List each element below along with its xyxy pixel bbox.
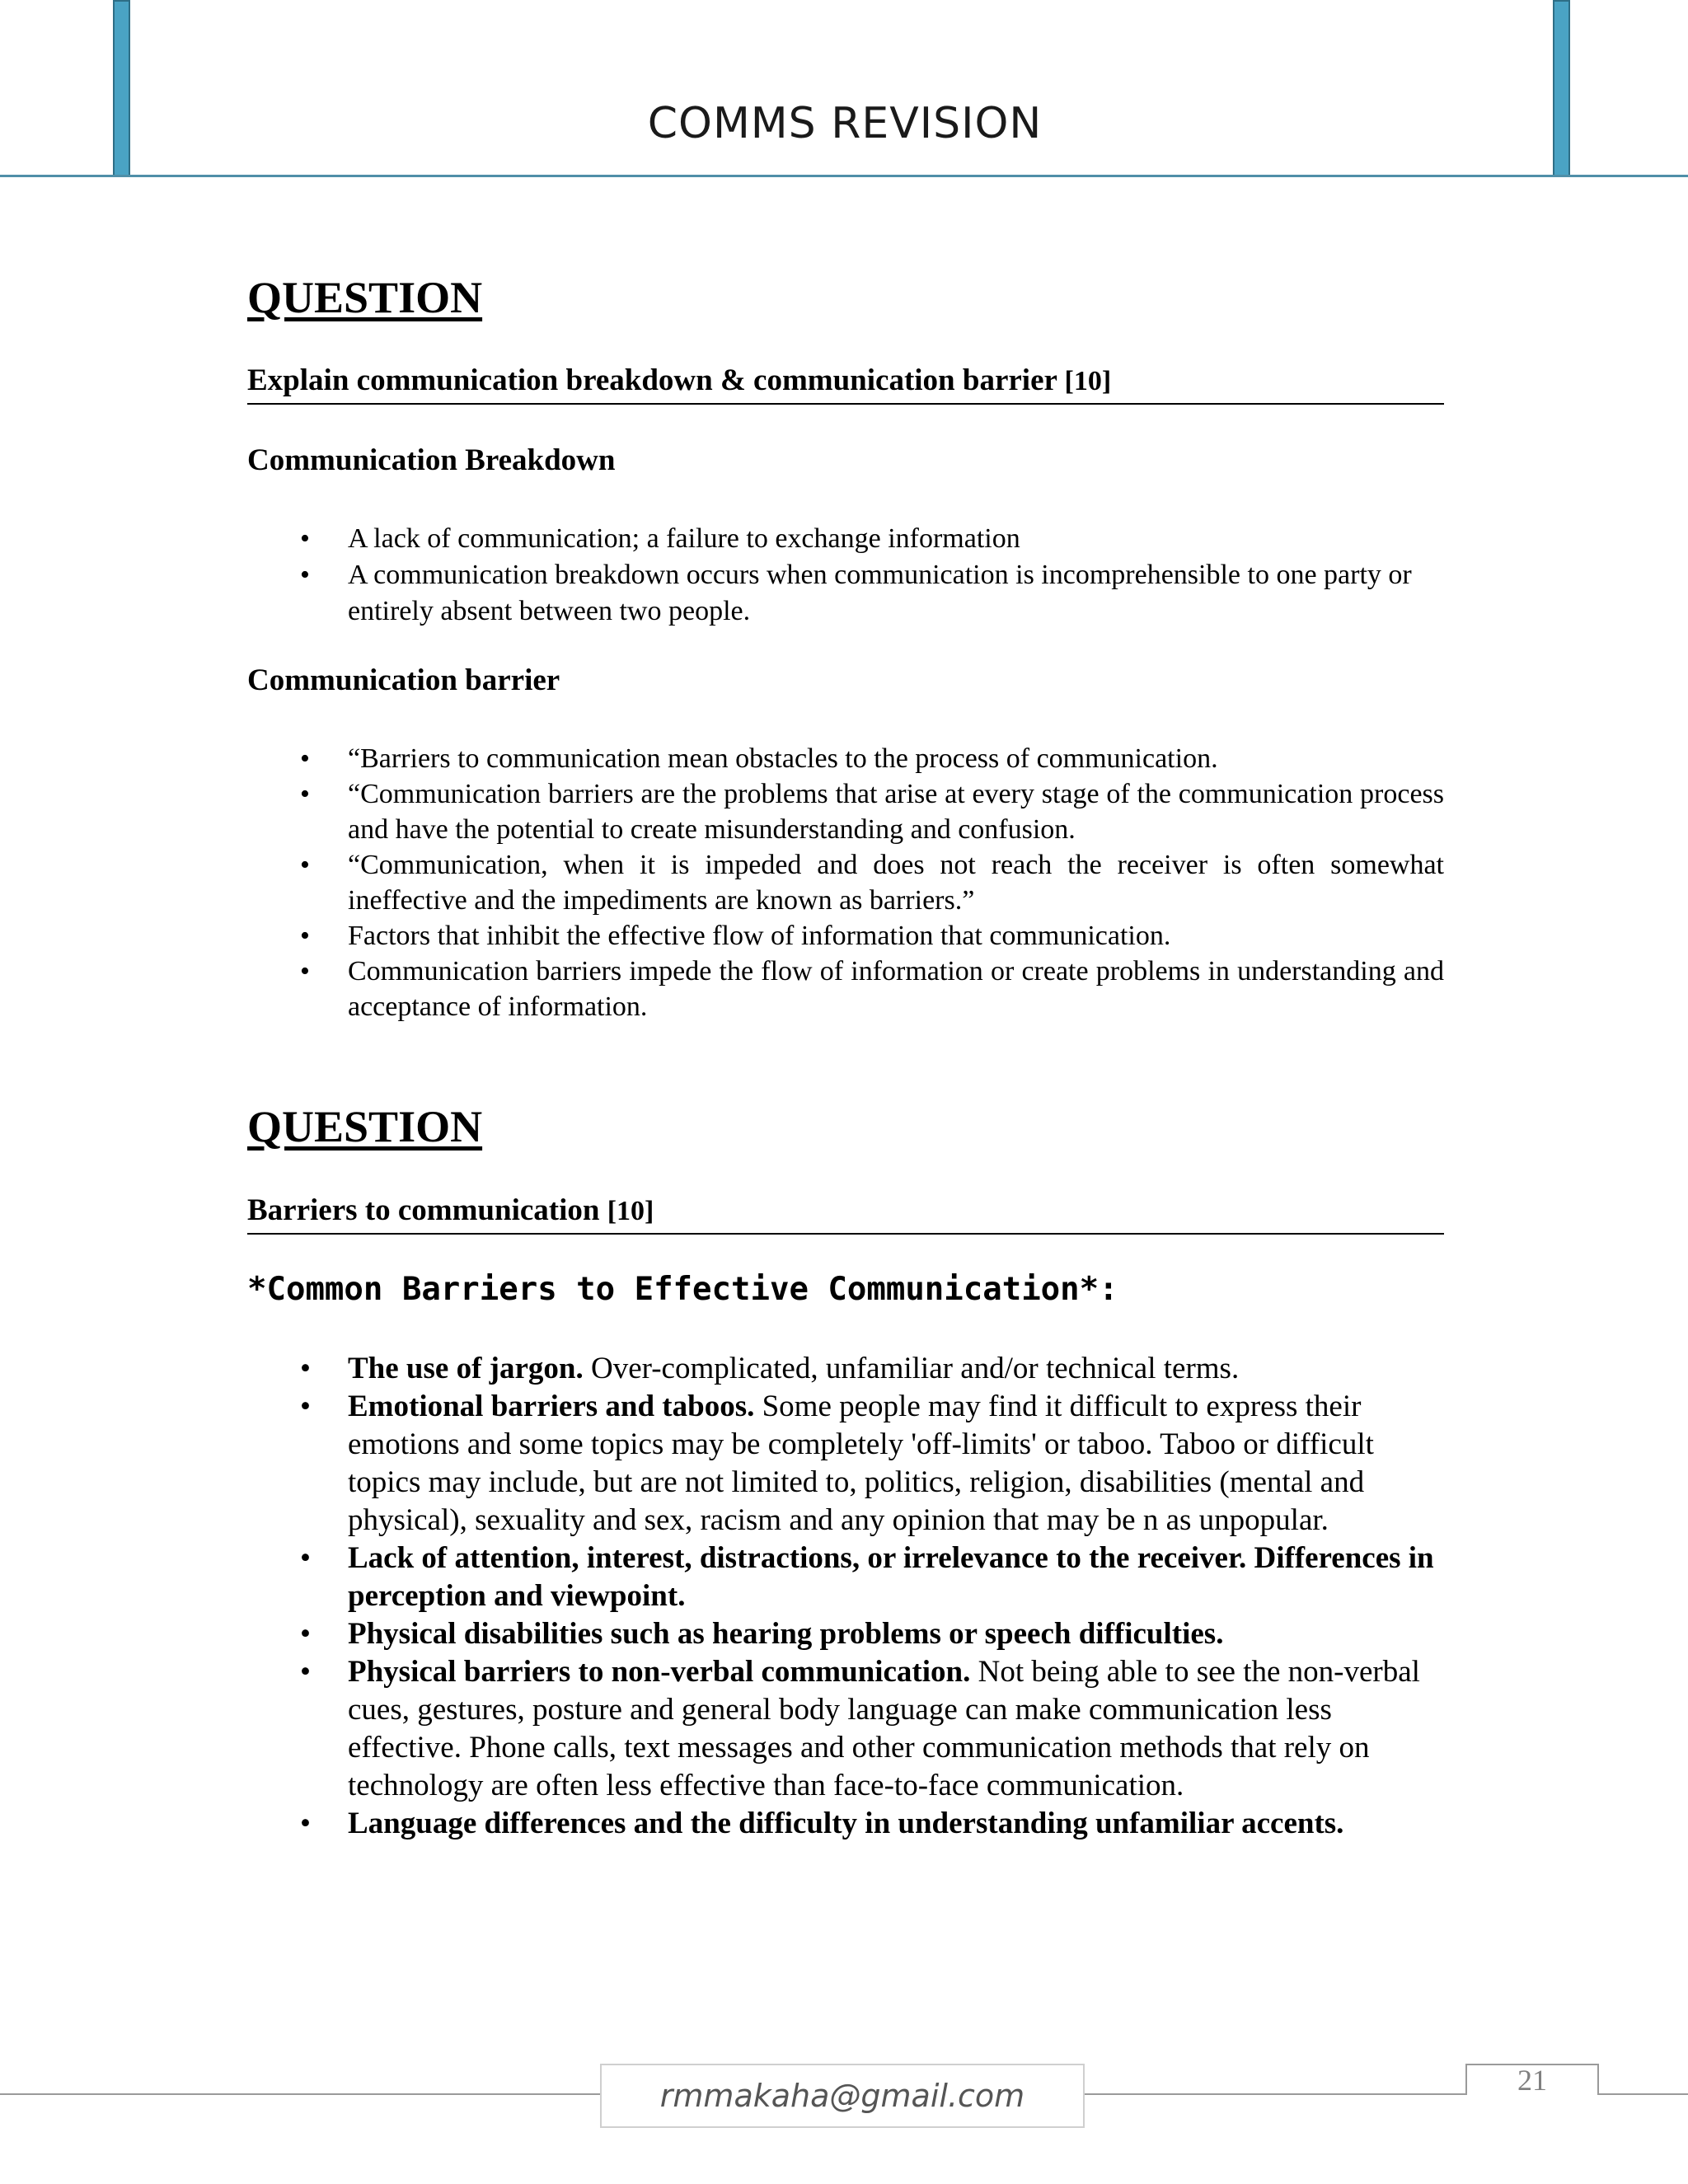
barrier-heading: Communication barrier xyxy=(247,663,560,697)
question-2-title xyxy=(247,1193,1444,1235)
item-text: Over-complicated, unfamiliar and/or technical terms. xyxy=(583,1352,1240,1385)
breakdown-list xyxy=(247,521,1444,630)
item-bold: Language differences and the difficulty in understanding unfamiliar accents. xyxy=(348,1807,1344,1840)
footer-rule-left xyxy=(0,2093,600,2095)
header-rule xyxy=(0,175,1688,177)
question-1-title-text: Explain communication breakdown & communication barrier xyxy=(247,363,1057,397)
list-item xyxy=(247,1805,1444,1843)
header-left-bar xyxy=(113,0,130,176)
page-number: 21 xyxy=(1465,2064,1599,2095)
item-bold: Emotional barriers and taboos. xyxy=(348,1390,755,1423)
item-bold: The use of jargon. xyxy=(348,1352,584,1385)
list-item: • A communication breakdown occurs when communication is incomprehensible to one party or entirely absent between two people. xyxy=(247,557,1444,630)
list-item: • “Communication, when it is impeded and does not reach the receiver is often somewhat ineffective and the impediments are known as barriers.” xyxy=(247,847,1444,918)
footer-email: rmmakaha@gmail.com xyxy=(600,2064,1085,2128)
question-1-marks: [10] xyxy=(1064,366,1112,396)
item-bold: Physical barriers to non-verbal communication. xyxy=(348,1655,971,1689)
common-barriers-list xyxy=(247,1350,1444,1843)
question-1-heading: QUESTION xyxy=(247,273,483,322)
item-bold: Physical disabilities such as hearing problems or speech difficulties. xyxy=(348,1617,1224,1651)
footer-rule-middle xyxy=(1085,2093,1467,2095)
header-right-bar xyxy=(1553,0,1570,176)
breakdown-heading: Communication Breakdown xyxy=(247,443,616,477)
list-item xyxy=(247,1653,1444,1805)
list-item xyxy=(247,1388,1444,1540)
list-item: • “Barriers to communication mean obstacles to the process of communication. xyxy=(247,741,1444,776)
item-bold: Lack of attention, interest, distractions, or irrelevance to the receiver. Differences in perception and viewpoint. xyxy=(348,1541,1434,1613)
list-item: • Factors that inhibit the effective flow of information that communication. xyxy=(247,918,1444,954)
common-barriers-heading: *Common Barriers to Effective Communication*: xyxy=(247,1271,1118,1308)
item-text: Not being able to see the non-verbal cues, gestures, posture and general body language can make communication less effective. Phone calls, text messages and other communication methods that rely on technology are often less effective than face-to-face communication. xyxy=(348,1655,1420,1802)
question-2-marks: [10] xyxy=(607,1196,654,1226)
question-1-title xyxy=(247,363,1444,405)
item-text: Some people may find it difficult to express their emotions and some topics may be completely 'off-limits' or taboo. Taboo or difficult topics may include, but are not limited to, politics, religion, disabilities (mental and physical), sexuality and sex, racism and any opinion that may be n as unpopular. xyxy=(348,1390,1374,1537)
list-item xyxy=(247,1350,1444,1388)
barrier-list xyxy=(247,741,1444,1024)
list-item: • A lack of communication; a failure to exchange information xyxy=(247,521,1444,557)
footer-rule-right xyxy=(1597,2093,1688,2095)
list-item xyxy=(247,1540,1444,1615)
list-item xyxy=(247,1615,1444,1653)
question-2-title-text: Barriers to communication xyxy=(247,1193,600,1227)
list-item: • “Communication barriers are the problems that arise at every stage of the communication process and have the potential to create misunderstanding and confusion. xyxy=(247,776,1444,847)
header-title: COMMS REVISION xyxy=(647,99,1043,148)
question-2-heading: QUESTION xyxy=(247,1102,483,1151)
list-item: • Communication barriers impede the flow of information or create problems in understanding and acceptance of information. xyxy=(247,954,1444,1024)
